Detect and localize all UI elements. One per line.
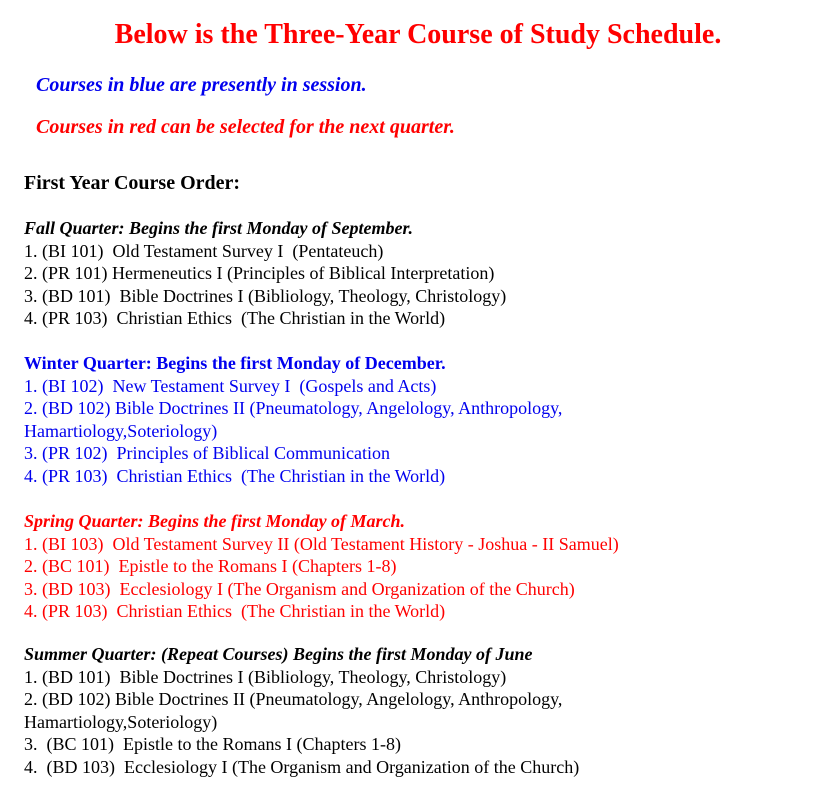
course-item: 4. (PR 103) Christian Ethics (The Christian in the World) <box>24 601 446 622</box>
winter-quarter-section <box>24 352 804 488</box>
spring-quarter-heading: Spring Quarter: Begins the first Monday of March. <box>24 511 406 531</box>
course-item: 1. (BI 102) New Testament Survey I (Gospels and Acts) <box>24 375 437 396</box>
summer-quarter-section <box>24 643 804 779</box>
course-item: 3. (PR 102) Principles of Biblical Communication <box>24 443 390 464</box>
summer-quarter-heading: Summer Quarter: (Repeat Courses) Begins the first Monday of June <box>24 644 533 664</box>
course-item: 4. (BD 103) Ecclesiology I (The Organism and Organization of the Church) <box>24 756 580 777</box>
in-session-note: Courses in blue are presently in session. <box>36 74 367 96</box>
course-item: 2. (PR 101) Hermeneutics I (Principles of Biblical Interpretation) <box>24 263 495 284</box>
course-item: 2. (BD 102) Bible Doctrines II (Pneumatology, Angelology, Anthropology, Hamartiology,Soteriology) <box>24 398 563 441</box>
winter-quarter-heading: Winter Quarter: Begins the first Monday of December. <box>24 353 446 373</box>
course-item: 4. (PR 103) Christian Ethics (The Christian in the World) <box>24 465 446 486</box>
course-item: 4. (PR 103) Christian Ethics (The Christian in the World) <box>24 308 446 329</box>
course-item: 1. (BD 101) Bible Doctrines I (Bibliology, Theology, Christology) <box>24 666 507 687</box>
course-item: 3. (BD 103) Ecclesiology I (The Organism and Organization of the Church) <box>24 578 575 599</box>
course-item: 1. (BI 101) Old Testament Survey I (Pentateuch) <box>24 240 384 261</box>
fall-quarter-heading: Fall Quarter: Begins the first Monday of September. <box>24 218 414 238</box>
course-item: 3. (BD 101) Bible Doctrines I (Bibliology, Theology, Christology) <box>24 285 507 306</box>
page-title: Below is the Three-Year Course of Study Schedule. <box>114 19 722 50</box>
course-item: 3. (BC 101) Epistle to the Romans I (Chapters 1-8) <box>24 734 401 755</box>
course-item: 2. (BC 101) Epistle to the Romans I (Chapters 1-8) <box>24 556 397 577</box>
first-year-heading: First Year Course Order: <box>24 172 241 194</box>
next-quarter-note: Courses in red can be selected for the next quarter. <box>36 116 455 138</box>
course-item: 1. (BI 103) Old Testament Survey II (Old Testament History - Joshua - II Samuel) <box>24 533 619 554</box>
course-item: 2. (BD 102) Bible Doctrines II (Pneumatology, Angelology, Anthropology, Hamartiology,Soteriology) <box>24 689 563 732</box>
spring-quarter-section <box>24 510 804 623</box>
fall-quarter-section <box>24 217 804 330</box>
